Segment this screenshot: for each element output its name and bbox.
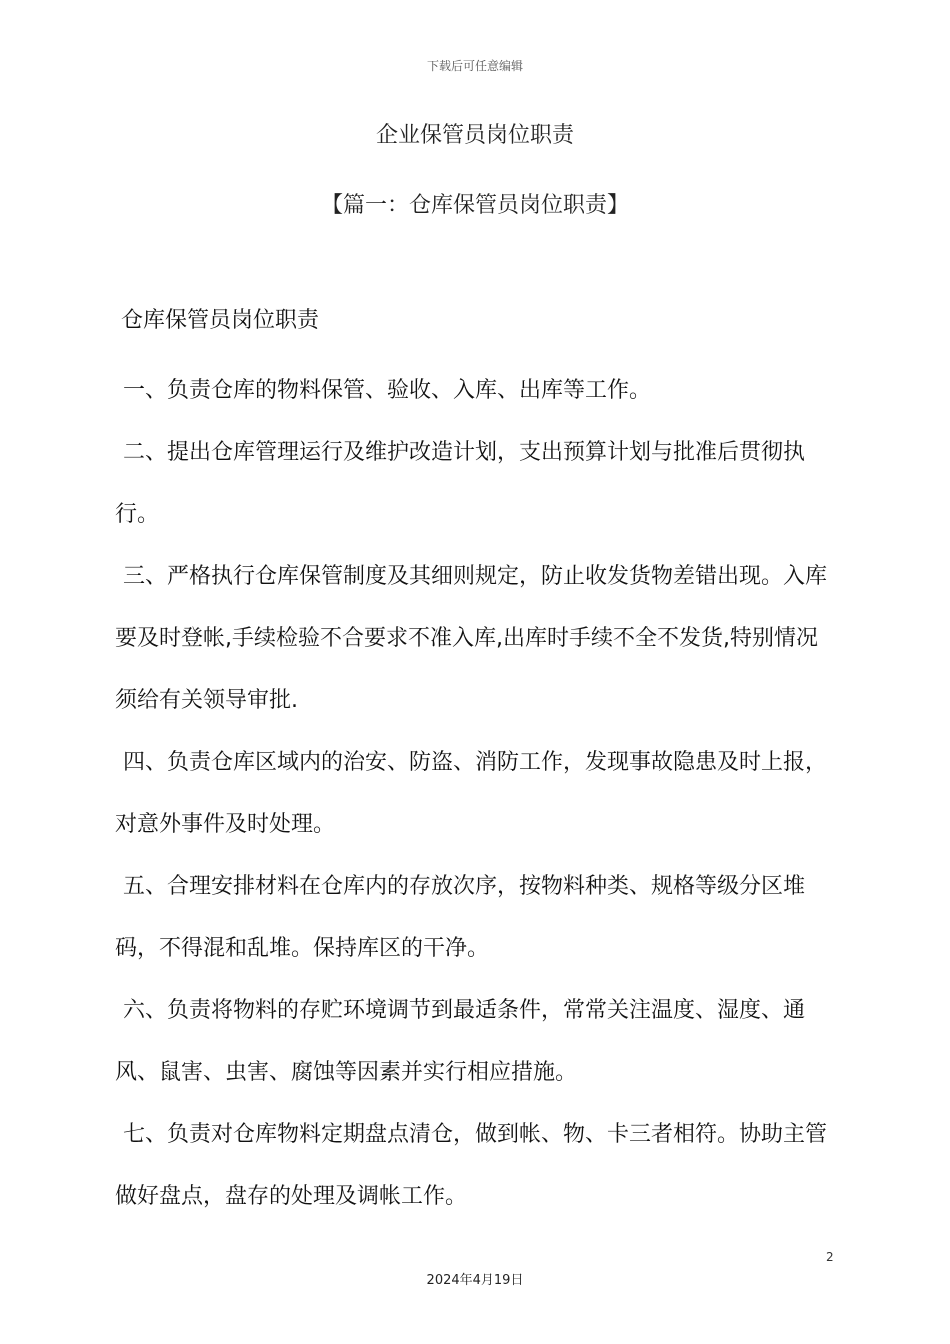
sub-heading: 仓库保管员岗位职责 [121,308,320,333]
document-title: 企业保管员岗位职责 [375,123,574,148]
footer-date: 2024年4月19日 [426,1273,524,1288]
section-title: 【篇一：仓库保管员岗位职责】 [320,193,629,218]
duty-item-4: 四、负责仓库区域内的治安、防盗、消防工作，发现事故隐患及时上报，对意外事件及时处理。 [115,750,828,837]
duty-item-6: 六、负责将物料的存贮环境调节到最适条件，常常关注温度、湿度、通风、鼠害、虫害、腐蚀等因素并实行相应措施。 [115,998,806,1085]
duty-item-5: 五、合理安排材料在仓库内的存放次序，按物料种类、规格等级分区堆码，不得混和乱堆。保持库区的干净。 [115,874,806,961]
page-number: 2 [826,1250,834,1264]
header-note: 下载后可任意编辑 [426,59,523,73]
duty-item-7: 七、负责对仓库物料定期盘点清仓，做到帐、物、卡三者相符。协助主管做好盘点，盘存的处理及调帐工作。 [115,1122,828,1209]
document-body [115,290,835,1228]
duty-item-2: 二、提出仓库管理运行及维护改造计划，支出预算计划与批准后贯彻执行。 [115,440,806,527]
duty-item-1: 一、负责仓库的物料保管、验收、入库、出库等工作。 [123,378,652,403]
duty-item-3: 三、严格执行仓库保管制度及其细则规定，防止收发货物差错出现。入库要及时登帐,手续检验不合要求不准入库,出库时手续不全不发货,特别情况须给有关领导审批. [115,564,828,713]
